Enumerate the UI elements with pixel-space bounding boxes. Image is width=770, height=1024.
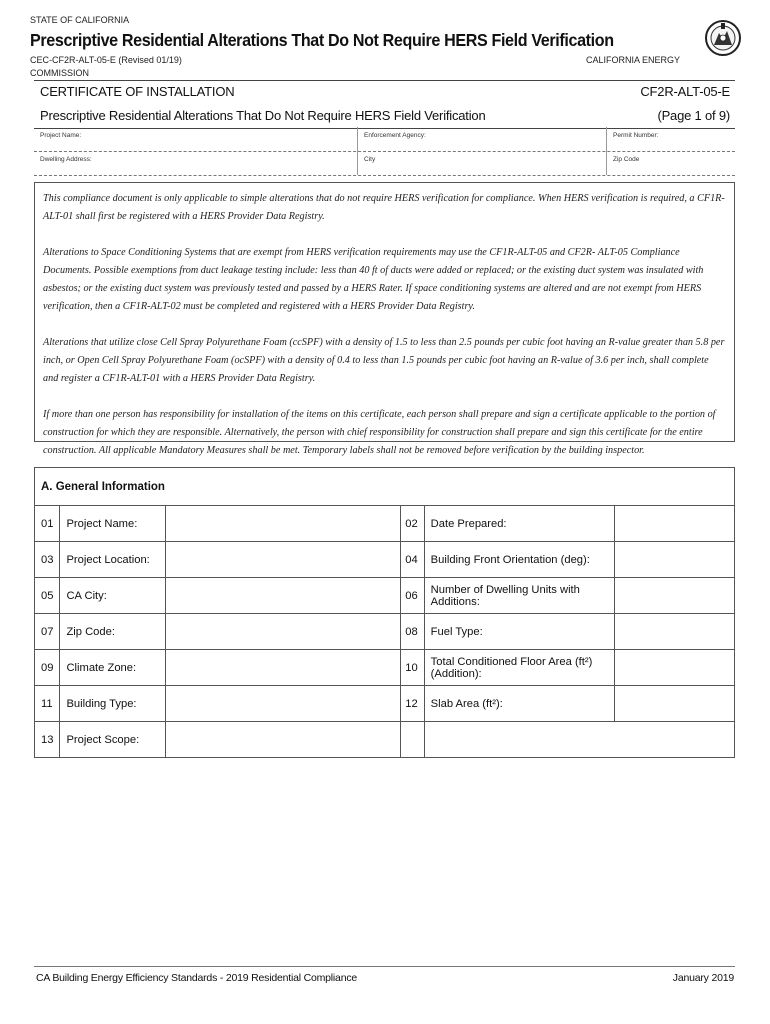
field-number: 12 [401, 686, 424, 722]
certificate-subtitle: Prescriptive Residential Alterations That Do Not Require HERS Field Verification [40, 108, 486, 123]
section-title: A. General Information [35, 468, 735, 506]
zip-code-input[interactable] [165, 614, 400, 650]
field-label: Total Conditioned Floor Area (ft²) (Addition): [424, 650, 615, 686]
city-label: City [364, 156, 376, 163]
field-label: Building Front Orientation (deg): [424, 542, 615, 578]
project-location-input[interactable] [165, 542, 400, 578]
permit-number-field[interactable] [606, 127, 735, 151]
field-number: 02 [401, 506, 424, 542]
zip-code-field[interactable] [606, 151, 735, 175]
table-row [35, 542, 735, 578]
compliance-notice [34, 182, 735, 456]
field-label: Project Scope: [60, 722, 165, 758]
project-header-row-1 [34, 127, 735, 152]
agency-label: CALIFORNIA ENERGY [586, 55, 681, 65]
field-label: Number of Dwelling Units with Additions: [424, 578, 615, 614]
field-label: Building Type: [60, 686, 165, 722]
field-label: Project Name: [60, 506, 165, 542]
table-row [35, 578, 735, 614]
field-number: 01 [35, 506, 60, 542]
field-label: Project Location: [60, 542, 165, 578]
state-seal-icon [705, 18, 741, 58]
empty-cell [401, 722, 424, 758]
commission-label: COMMISSION [30, 68, 90, 78]
permit-number-label: Permit Number: [613, 132, 659, 139]
field-number: 08 [401, 614, 424, 650]
field-number: 03 [35, 542, 60, 578]
field-label: Fuel Type: [424, 614, 615, 650]
table-row [35, 686, 735, 722]
enforcement-agency-label: Enforcement Agency: [364, 132, 426, 139]
notice-paragraph-3: Alterations that utilize close Cell Spray Polyurethane Foam (ccSPF) with a density of 1.5 to less than 2.5 pounds per cubic foot having an R-value greater than 5.8 per inch, or Open Cell Spray Polyurethane Foam (ocSPF) with a density of 0.4 to less than 1.5 pounds per cubic foot having an R-value of 3.6 per inch, shall complete and register a CF1R-ALT-01 with a HERS Provider Data Registry. [43, 337, 725, 384]
dwelling-units-input[interactable] [615, 578, 735, 614]
empty-cell [424, 722, 734, 758]
notice-paragraph-2: Alterations to Space Conditioning Systems that are exempt from HERS verification requirements may use the CF1R-ALT-05 and CF2R- ALT-05 Compliance Documents. Possible exemptions from duct leakage testing include: less than 40 ft of ducts were added or replaced; or the existing duct system was insulated with asbestos; or the existing duct system was previously tested and passed by a HERS Rater. If space conditioning systems are altered and are not exempt from HERS verification, then a CF1R-ALT-02 must be completed and registered with a HERS Provider Data Registry. [43, 247, 704, 312]
field-number: 05 [35, 578, 60, 614]
form-code: CEC-CF2R-ALT-05-E (Revised 01/19) [30, 55, 182, 65]
climate-zone-input[interactable] [165, 650, 400, 686]
ca-city-input[interactable] [165, 578, 400, 614]
date-prepared-input[interactable] [615, 506, 735, 542]
city-field[interactable] [357, 151, 606, 175]
footer-standards: CA Building Energy Efficiency Standards - 2019 Residential Compliance [36, 972, 358, 984]
notice-paragraph-4: If more than one person has responsibility for installation of the items on this certificate, each person shall prepare and sign a certificate applicable to the portion of construction for which they are responsible. Alternatively, the person with chief responsibility for construction shall prepare and sign this certificate for the entire construction. All applicable Mandatory Measures shall be met. Temporary labels shall not be removed before verification by the building inspector. [43, 409, 716, 456]
project-name-input[interactable] [165, 506, 400, 542]
state-label: STATE OF CALIFORNIA [30, 15, 130, 25]
table-row [35, 650, 735, 686]
footer-divider [34, 966, 735, 967]
fuel-type-input[interactable] [615, 614, 735, 650]
field-label: Slab Area (ft²): [424, 686, 615, 722]
zip-code-label: Zip Code [613, 156, 640, 163]
page-number: (Page 1 of 9) [657, 108, 730, 123]
field-label: Zip Code: [60, 614, 165, 650]
enforcement-agency-field[interactable] [357, 127, 606, 151]
project-name-label: Project Name: [40, 132, 82, 139]
project-scope-input[interactable] [165, 722, 400, 758]
table-row [35, 614, 735, 650]
field-number: 10 [401, 650, 424, 686]
footer-date: January 2019 [672, 972, 734, 984]
project-header-row-2 [34, 151, 735, 176]
certificate-code: CF2R-ALT-05-E [640, 84, 730, 99]
front-orientation-input[interactable] [615, 542, 735, 578]
field-label: Date Prepared: [424, 506, 615, 542]
project-name-field[interactable] [34, 127, 357, 151]
slab-area-input[interactable] [615, 686, 735, 722]
field-number: 07 [35, 614, 60, 650]
notice-paragraph-1: This compliance document is only applicable to simple alterations that do not require HERS verification for compliance. When HERS verification is required, a CF1R-ALT-01 shall first be registered with a HERS Provider Data Registry. [43, 193, 725, 222]
table-row [35, 506, 735, 542]
dwelling-address-field[interactable] [34, 151, 357, 175]
general-information-table [34, 467, 735, 758]
floor-area-input[interactable] [615, 650, 735, 686]
certificate-type: CERTIFICATE OF INSTALLATION [40, 84, 235, 99]
field-number: 09 [35, 650, 60, 686]
page-title: Prescriptive Residential Alterations That Do Not Require HERS Field Verification [30, 30, 614, 50]
table-row [35, 722, 735, 758]
field-number: 11 [35, 686, 60, 722]
field-label: Climate Zone: [60, 650, 165, 686]
field-label: CA City: [60, 578, 165, 614]
building-type-input[interactable] [165, 686, 400, 722]
field-number: 06 [401, 578, 424, 614]
dwelling-address-label: Dwelling Address: [40, 156, 92, 163]
field-number: 13 [35, 722, 60, 758]
field-number: 04 [401, 542, 424, 578]
